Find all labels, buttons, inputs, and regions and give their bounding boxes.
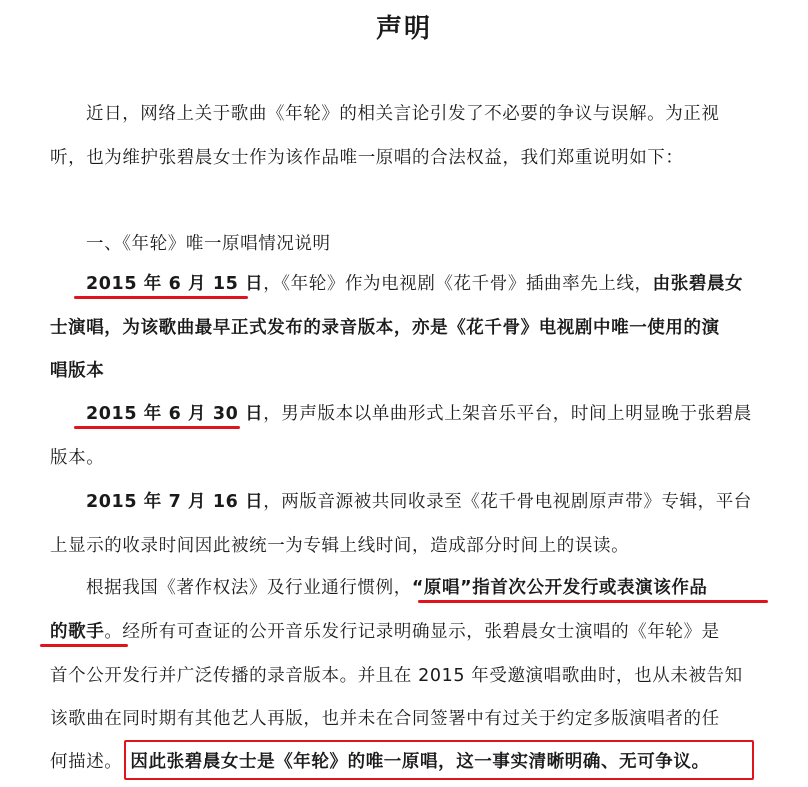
- para-text: 根据我国《著作权法》及行业通行惯例，: [86, 578, 412, 598]
- item2-line-2: 版本。: [50, 448, 105, 468]
- item3-line-1: [50, 488, 765, 516]
- para-line-4: 该歌曲在同时期有其他艺人再版，也并未在合同签署中有过关于约定多版演唱者的任: [50, 709, 720, 729]
- conclusion-highlight-box: [124, 740, 754, 780]
- para-line-3: 首个公开发行并广泛传播的录音版本。并且在 2015 年受邀演唱歌曲时，也从未被告知: [50, 666, 743, 686]
- item1-date: 2015 年 6 月 15 日: [86, 274, 264, 294]
- item1-text: ，《年轮》作为电视剧《花千骨》插曲率先上线，: [263, 274, 653, 294]
- item1-bold-text: 由张碧晨女: [652, 274, 744, 294]
- definition-underline-2: [40, 644, 128, 647]
- para-text: 。经所有可查证的公开音乐发行记录明确显示，张碧晨女士演唱的《年轮》是: [104, 622, 720, 642]
- para-line-2: [50, 618, 765, 646]
- section-heading: 一、《年轮》唯一原唱情况说明: [86, 234, 331, 254]
- item3-text: ，两版音源被共同收录至《花千骨电视剧原声带》专辑，平台: [263, 492, 752, 512]
- para-definition: “原唱”指首次公开发行或表演该作品: [411, 578, 708, 598]
- date-underline-2: [74, 426, 240, 429]
- item2-line-1: [50, 400, 765, 428]
- intro-line-1: 近日，网络上关于歌曲《年轮》的相关言论引发了不必要的争议与误解。为正视: [86, 104, 720, 124]
- item1-line-3: 唱版本: [50, 361, 105, 381]
- date-underline-1: [74, 296, 248, 299]
- conclusion-text: 因此张碧晨女士是《年轮》的唯一原唱，这一事实清晰明确、无可争议。: [130, 752, 710, 772]
- intro-line-2: 听，也为维护张碧晨女士作为该作品唯一原唱的合法权益，我们郑重说明如下：: [50, 148, 684, 168]
- definition-underline-1: [418, 600, 768, 603]
- para-definition-end: 的歌手: [50, 622, 105, 642]
- item2-text: ，男声版本以单曲形式上架音乐平台，时间上明显晚于张碧晨: [263, 404, 752, 424]
- item3-date: 2015 年 7 月 16 日: [86, 492, 264, 512]
- item3-line-2: 上显示的收录时间因此被统一为专辑上线时间，造成部分时间上的误读。: [50, 536, 630, 556]
- page-title: 声明: [375, 14, 432, 44]
- item1-line-2: 士演唱，为该歌曲最早正式发布的录音版本，亦是《花千骨》电视剧中唯一使用的演: [50, 318, 720, 338]
- item2-date: 2015 年 6 月 30 日: [86, 404, 264, 424]
- para-text: 何描述。: [50, 752, 123, 772]
- item1-line-1: [50, 270, 765, 298]
- para-line-1: [50, 574, 765, 602]
